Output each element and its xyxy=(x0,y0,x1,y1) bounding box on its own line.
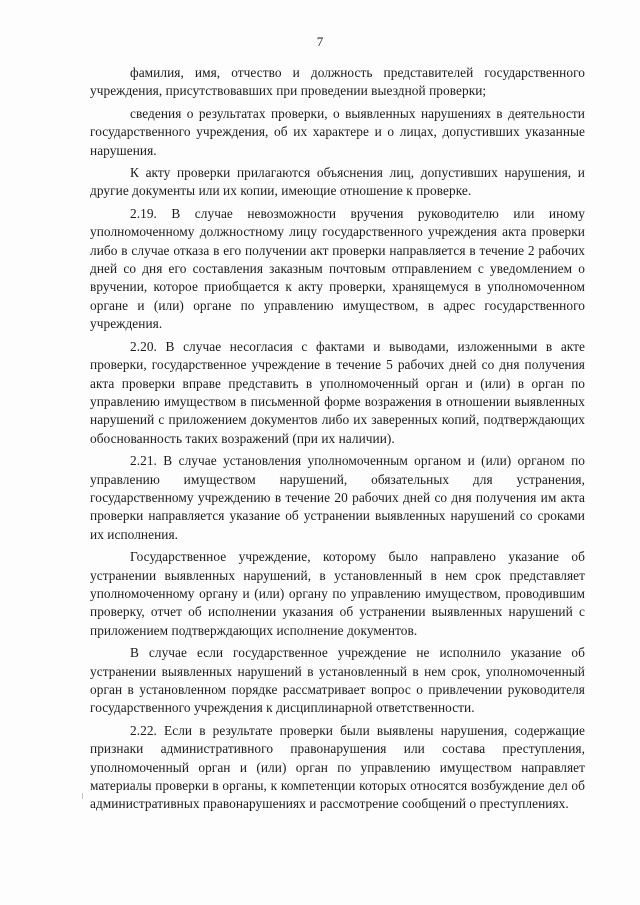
paragraph-2-19: 2.19. В случае невозможности вручения руководителю или иному уполномоченному должностному лицу государственного учреждения акта проверки либо в случае отказа в его получении акт проверки направляется в течение 2 рабочих дней со дня его составления заказным почтовым отправлением с уведомлением о вручении, которое приобщается к акту проверки, хранящемуся в уполномоченном органе и (или) органе по управлению имуществом, в адрес государственного учреждения. xyxy=(90,205,585,332)
paragraph-2-21: 2.21. В случае установления уполномоченным органом и (или) органом по управлению имуществом нарушений, обязательных для устранения, государственному учреждению в течение 20 рабочих дней со дня получения им акта проверки направляется указание об устранении выявленных нарушений со сроками их исполнения. xyxy=(90,453,585,542)
document-body xyxy=(90,64,585,818)
paragraph-2-20: 2.20. В случае несогласия с фактами и выводами, изложенными в акте проверки, государственное учреждение в течение 5 рабочих дней со дня получения акта проверки вправе представить в уполномоченный орган и (или) в орган по управлению имуществом в письменной форме возражения в отношении выявленных нарушений с приложением документов либо их заверенных копий, подтверждающих обоснованность таких возражений (при их наличии). xyxy=(90,338,585,446)
paragraph-2-22: 2.22. Если в результате проверки были выявлены нарушения, содержащие признаки административного правонарушения или состава преступления, уполномоченный орган и (или) орган по управлению имуществом направляет материалы проверки в органы, к компетенции которых относятся возбуждение дел об административных правонарушениях и рассмотрение сообщений о преступлениях. xyxy=(90,722,585,812)
paragraph-disciplinary: В случае если государственное учреждение не исполнило указание об устранении выявленных нарушений в установленный в нем срок, уполномоченный орган в установленном порядке рассматривает вопрос о привлечении руководителя государственного учреждения к дисциплинарной ответственности. xyxy=(90,645,585,716)
paragraph-attachments: К акту проверки прилагаются объяснения лиц, допустивших нарушения, и другие документы или их копии, имеющие отношение к проверке. xyxy=(90,165,585,199)
paragraph-report-on-elimination: Государственное учреждение, которому было направлено указание об устранении выявленных нарушений, в установленный в нем срок представляет уполномоченному органу и (или) органу по управлению имуществом, проводившим проверку, отчет об исполнении указания об устранении выявленных нарушений с приложением подтверждающих исполнение документов. xyxy=(90,549,585,638)
page-number: 7 xyxy=(316,34,324,49)
paragraph-representatives: фамилия, имя, отчество и должность представителей государственного учреждения, присутствовавших при проведении выездной проверки; xyxy=(90,65,585,99)
paragraph-results-info: сведения о результатах проверки, о выявленных нарушениях в деятельности государственного учреждения, об их характере и о лицах, допустивших указанные нарушения. xyxy=(90,105,585,158)
scan-speck xyxy=(82,793,83,799)
